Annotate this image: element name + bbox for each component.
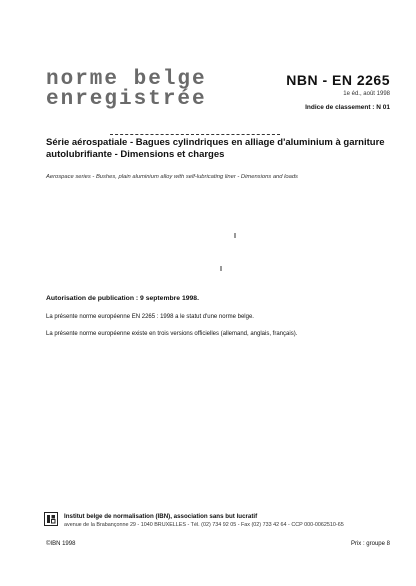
brand-line-2: enregistrée: [46, 88, 207, 111]
classification-index: Indice de classement : N 01: [305, 104, 390, 111]
versions-statement: La présente norme européenne existe en trois versions officielles (allemand, anglais, français).: [46, 331, 298, 337]
crop-mark: [220, 266, 222, 271]
title-rule: [110, 134, 280, 135]
document-subtitle: Aerospace series - Bushes, plain aluminium alloy with self-lubricating liner - Dimensions and loads: [46, 174, 298, 180]
standard-number: NBN - EN 2265: [286, 72, 390, 88]
crop-mark: [234, 233, 236, 238]
price-group: Prix : groupe 8: [350, 541, 390, 547]
institute-name: Institut belge de normalisation (IBN), association sans but lucratif: [64, 513, 258, 520]
copyright-notice: ©IBN 1998: [46, 541, 76, 547]
ibn-logo-icon: [44, 512, 58, 526]
institute-address: avenue de la Brabançonne 29 - 1040 BRUXELLES - Tél. (02) 734 92 05 - Fax (02) 733 42 64 - CCP 000-0062510-65: [64, 522, 344, 528]
brand-line-1: norme belge: [46, 68, 207, 91]
brand-logotype: [46, 70, 207, 110]
status-statement: La présente norme européenne EN 2265 : 1998 a le statut d'une norme belge.: [46, 314, 254, 320]
edition-date: 1e éd., août 1998: [343, 91, 390, 97]
publication-authorization: Autorisation de publication : 9 septembre 1998.: [46, 295, 199, 302]
document-title: Série aérospatiale - Bagues cylindriques en alliage d'aluminium à garniture autolubrifiante - Dimensions et charges: [46, 137, 385, 160]
